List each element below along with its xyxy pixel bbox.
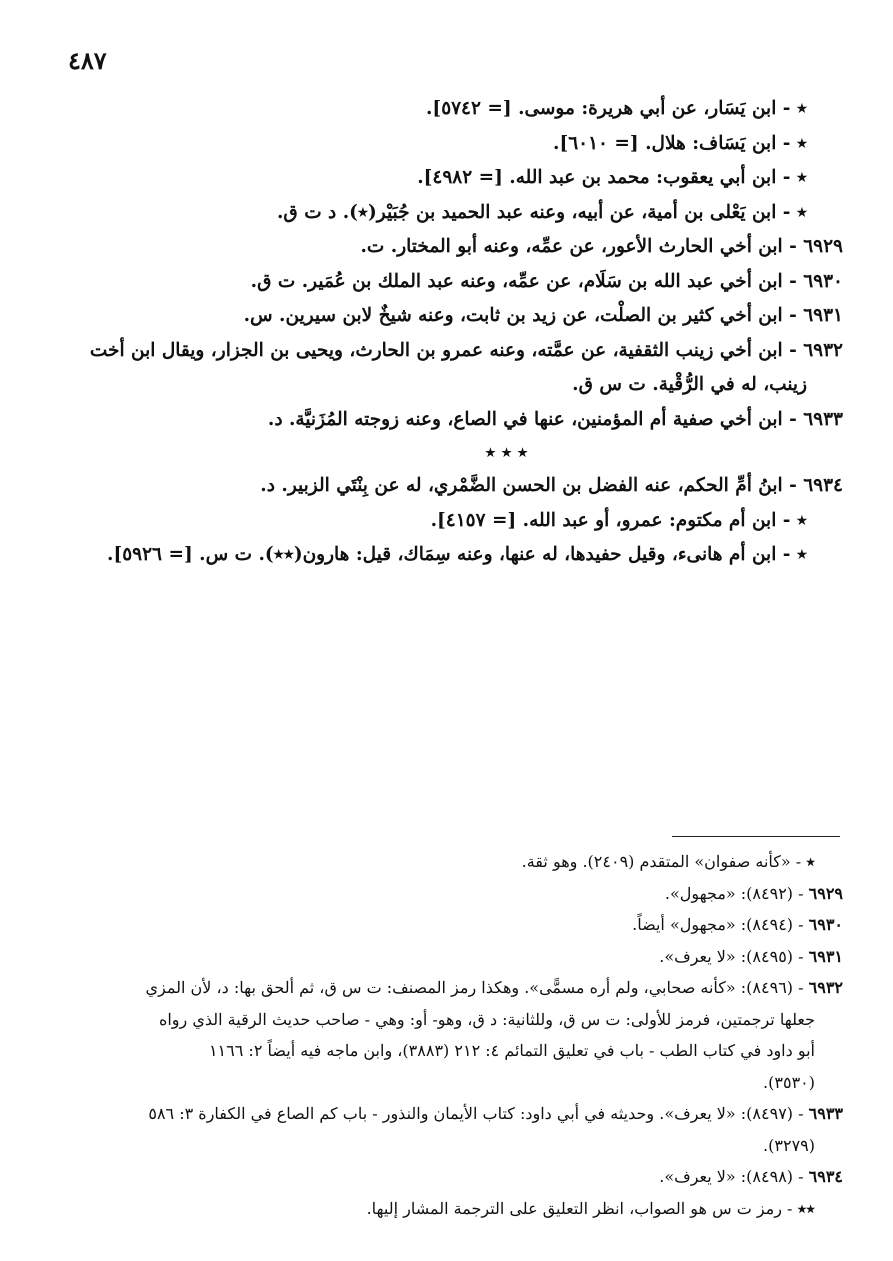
entry-text: ابن أبي يعقوب: محمد بن عبد الله. [= ٤٩٨٢].	[417, 167, 777, 188]
footnote-6932-continuation-3	[58, 1067, 843, 1099]
entry-6930	[50, 265, 843, 300]
entry-text: ابن أخي كثير بن الصلْت، عن زيد بن ثابت، وعنه شيخٌ لابن سيرين. س.	[243, 305, 783, 326]
footnote-text: - (٨٤٩٥): «لا يعرف».	[659, 946, 804, 966]
entry-marker: ٭ -	[782, 544, 807, 565]
entry-text-continuation: زينب، له في الرُّقْية. ت س ق.	[572, 374, 807, 395]
entry-text: ابن يَسَار، عن أبي هريرة: موسى. [= ٥٧٤٢].	[425, 98, 777, 119]
entry-marker: -	[789, 339, 797, 361]
footnote-6929	[58, 878, 843, 910]
entry-ibn-umm-maktum	[50, 504, 843, 539]
footnote-divider	[672, 836, 840, 837]
footnote-6931	[58, 941, 843, 973]
entry-number: ٦٩٣٣	[803, 408, 843, 430]
main-text	[50, 92, 843, 573]
footnote-6934	[58, 1161, 843, 1193]
footnote-text: - (٨٤٩٧): «لا يعرف». وحديثه في أبي داود: كتاب الأيمان والنذور - باب كم الصاع في الكفارة ٣: ٥٨٦	[148, 1104, 804, 1123]
section-separator: ٭ ٭ ٭	[485, 442, 528, 463]
entry-text: ابن أم هانىء، وقيل حفيدها، له عنها، وعنه سِمَاك، قيل: هارون(٭٭). ت س. [= ٥٩٢٦].	[107, 544, 777, 565]
entry-ibn-umm-hani	[50, 538, 843, 573]
footnote-number: ٦٩٣٠	[808, 915, 843, 934]
footnote-star	[58, 846, 843, 878]
page-number: ٤٨٧	[68, 46, 107, 75]
entry-text: ابن أخي عبد الله بن سَلَام، عن عمِّه، وعنه عبد الملك بن عُمَير. ت ق.	[250, 270, 783, 292]
entry-number: ٦٩٣٤	[803, 475, 843, 496]
footnote-number: ٦٩٣٤	[808, 1167, 843, 1186]
entry-text: ابن أخي صفية أم المؤمنين، عنها في الصاع، وعنه زوجته المُزَنيَّة. د.	[267, 408, 783, 430]
footnote-text: - رمز ت س هو الصواب، انظر التعليق على الترجمة المشار إليها.	[366, 1198, 793, 1218]
footnote-text: - (٨٤٩٤): «مجهول» أيضاً.	[632, 915, 804, 934]
footnote-text: - «كأنه صفوان» المتقدم (٢٤٠٩). وهو ثقة.	[521, 852, 802, 871]
entry-marker: -	[789, 236, 797, 257]
footnote-6933-continuation-1	[58, 1130, 843, 1162]
footnote-6932-continuation-2	[58, 1035, 843, 1067]
entry-marker: ٭ -	[782, 509, 807, 531]
entry-marker: -	[789, 475, 797, 496]
footnote-double-star	[58, 1193, 843, 1225]
footnote-text-continuation: جعلها ترجمتين، فرمز للأولى: ت س ق، وللثانية: د ق، وهو- أو: وهي - صاحب حديث الرقية الذي رواه	[158, 1009, 815, 1029]
entry-text: ابن أم مكتوم: عمرو، أو عبد الله. [= ٤١٥٧].	[430, 509, 777, 531]
entry-number: ٦٩٣١	[803, 305, 843, 326]
entry-text: ابن أخي الحارث الأعور، عن عمِّه، وعنه أبو المختار. ت.	[360, 236, 783, 257]
footnotes	[58, 846, 843, 1224]
entry-ibn-yasar	[50, 92, 843, 127]
footnote-6932	[58, 972, 843, 1004]
entry-6932	[50, 334, 843, 369]
entry-marker: -	[789, 270, 797, 292]
entry-number: ٦٩٣٠	[803, 270, 843, 292]
footnote-number: ٦٩٣٣	[808, 1104, 843, 1123]
footnote-text: - (٨٤٩٨): «لا يعرف».	[659, 1167, 804, 1186]
entry-marker: ٭ -	[782, 132, 807, 154]
entry-6933	[50, 403, 843, 438]
footnote-text-continuation: أبو داود في كتاب الطب - باب في تعليق التمائم ٤: ٢١٢ (٣٨٨٣)، وابن ماجه فيه أيضاً ٢: ١١٦٦	[208, 1041, 815, 1060]
entry-text: ابنُ أمِّ الحكم، عنه الفضل بن الحسن الضَّمْري، له عن بِنْتَي الزبير. د.	[260, 475, 783, 496]
entry-marker: ٭ -	[782, 201, 807, 223]
entry-marker: ٭ -	[782, 167, 807, 188]
footnote-text-continuation: (٣٥٣٠).	[763, 1072, 815, 1092]
footnote-number: ٦٩٣٢	[808, 978, 843, 997]
footnote-text-continuation: (٣٢٧٩).	[763, 1135, 815, 1155]
footnote-6933	[58, 1098, 843, 1130]
footnote-number: ٦٩٣١	[808, 946, 843, 966]
entry-ibn-yala	[50, 196, 843, 231]
entry-marker: -	[789, 408, 797, 430]
footnote-text: - (٨٤٩٢): «مجهول».	[664, 883, 804, 903]
entry-number: ٦٩٣٢	[803, 339, 843, 361]
entry-marker: ٭ -	[782, 98, 807, 119]
footnote-number: ٦٩٢٩	[808, 883, 843, 903]
entry-text: ابن أخي زينب الثقفية، عن عمَّته، وعنه عمرو بن الحارث، ويحيى بن الجزار، ويقال ابن أخت	[89, 339, 783, 361]
footnote-6932-continuation-1	[58, 1004, 843, 1036]
entry-6932-continuation	[50, 368, 843, 403]
entry-text: ابن يَعْلى بن أمية، عن أبيه، وعنه عبد الحميد بن جُبَيْر(٭). د ت ق.	[276, 201, 777, 223]
entry-text: ابن يَسَاف: هلال. [= ٦٠١٠].	[553, 132, 777, 154]
entry-6934	[50, 469, 843, 504]
entry-marker: -	[789, 305, 797, 326]
entry-ibn-abi-yaqub	[50, 161, 843, 196]
entry-6929	[50, 230, 843, 265]
footnote-text: - (٨٤٩٦): «كأنه صحابي، ولم أره مسمًّى». وهكذا رمز المصنف: ت س ق، ثم ألحق بها: د، لأن المزي	[145, 978, 804, 997]
footnote-6930	[58, 909, 843, 941]
footnote-number: ٭٭	[797, 1198, 815, 1218]
footnote-number: ٭	[806, 852, 815, 871]
entry-6931	[50, 299, 843, 334]
entry-ibn-yasaf	[50, 127, 843, 162]
entry-number: ٦٩٢٩	[803, 236, 843, 257]
